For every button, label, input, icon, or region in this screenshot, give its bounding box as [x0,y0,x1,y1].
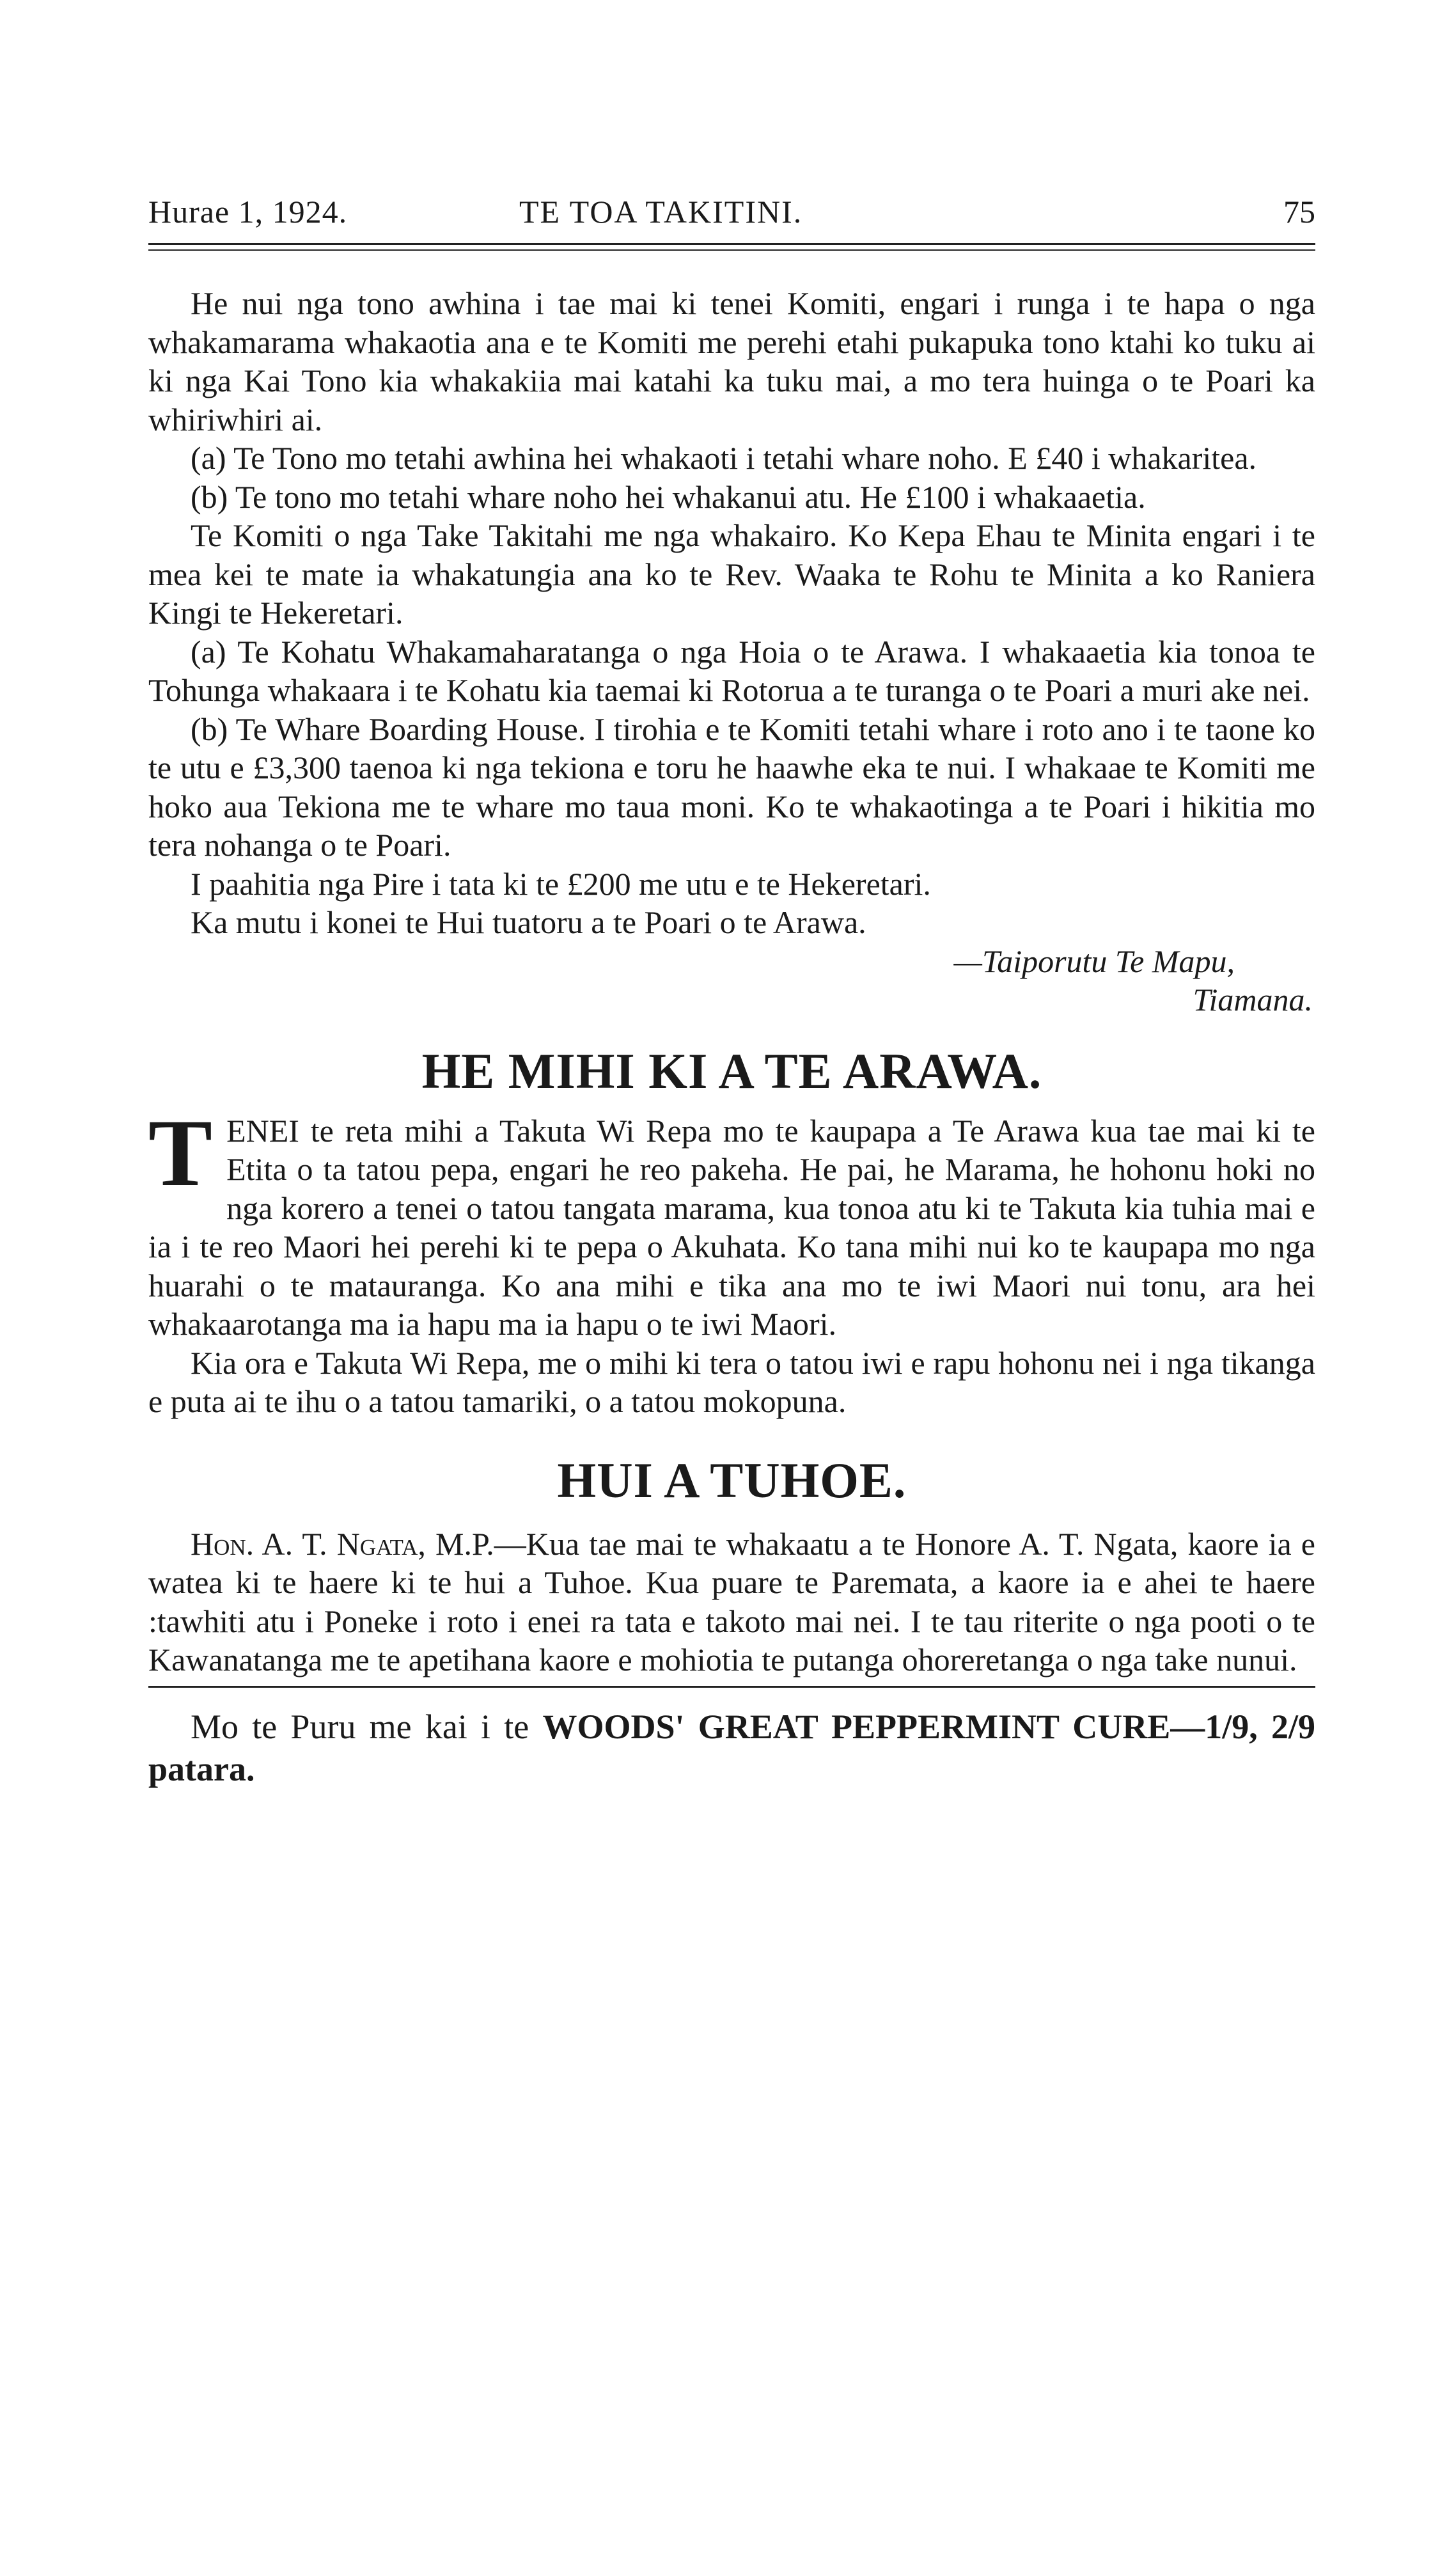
committee-report [148,284,1315,942]
running-head [148,192,1315,232]
paragraph: (b) Te tono mo tetahi whare noho hei whakanui atu. He £100 i whakaaetia. [191,478,1146,515]
advert-prefix: Mo te Puru me kai i te [191,1707,529,1746]
advertisement [148,1706,1315,1790]
paragraph: Kia ora e Takuta Wi Repa, me o mihi ki tera o tatou iwi e rapu hohonu nei i nga tikanga e puta ai te ihu o a tatou tamariki, o a tatou mokopuna. [148,1344,1315,1419]
signature-title: Tiamana. [1193,982,1313,1018]
paragraph: He nui nga tono awhina i tae mai ki tenei Komiti, engari i runga i te hapa o nga whakamarama whakaotia ana e te Komiti me perehi etahi pukapuka tono ktahi ko tuku ai ki nga Kai Tono kia whakakiia mai katahi ka tuku mai, a mo tera huinga o te Poari ka whiriwhiri ai. [148,285,1315,437]
advert-text [148,1706,1315,1790]
header-rule-thick [148,243,1315,245]
advert-suffix: patara. [148,1749,255,1788]
signature [148,942,1315,1019]
footer-rule [148,1686,1315,1688]
tuhoe-article [148,1525,1315,1679]
section-heading-tuhoe: HUI A TUHOE. [557,1452,907,1508]
paragraph: (a) Te Tono mo tetahi awhina hei whakaoti i tetahi whare noho. E £40 i whakaritea. [191,440,1257,476]
signature-name: —Taiporutu Te Mapu, [953,943,1235,979]
paragraph: (a) Te Kohatu Whakamaharatanga o nga Hoia o te Arawa. I whakaaetia kia tonoa te Tohunga whakaara i te Kohatu kia taemai ki Rotorua a te turanga o te Poari a muri ake nei. [148,633,1315,708]
page-number: 75 [1283,194,1315,230]
lead-name: Hon. A. T. Ngata, M.P. [191,1525,494,1562]
header-rule-thin [148,249,1315,251]
paragraph: Te Komiti o nga Take Takitahi me nga whakairo. Ko Kepa Ehau te Minita engari i te mea kei te mate ia whakatungia ana ko te Rev. Waaka te Rohu te Minita a ko Raniera Kingi te Hekeretari. [148,517,1315,631]
section-heading-arawa: HE MIHI KI A TE ARAWA. [421,1042,1042,1099]
arawa-article [148,1099,1315,1421]
advert-product: WOODS' GREAT PEPPERMINT CURE [542,1707,1171,1746]
paragraph: ENEI te reta mihi a Takuta Wi Repa mo te kaupapa a Te Arawa kua tae mai ki te Etita o ta tatou pepa, engari he reo pakeha. He pai, he Marama, he hohonu hoki no nga korero a tenei o tatou tangata marama, kua tonoa atu ki te Takuta kia tuhia mai e ia i te reo Maori hei perehi ki te pepa o Akuhata. Ko tana mihi nui ko te kaupapa mo nga huarahi o te matauranga. Ko ana mihi e tika ana mo te iwi Maori nui tonu, ara hei whakaarotanga ma ia hapu ma ia hapu o te iwi Maori. [148,1112,1315,1342]
publication-title: TE TOA TAKITINI. [519,194,803,230]
page [148,192,1315,1790]
paragraph-text: —Kua tae mai te whakaatu a te Honore A. T. Ngata, kaore ia e watea ki te haere ki te hui a Tuhoe. Kua puare te Paremata, a kaore ia e ahei te haere :tawhiti atu i Poneke i roto i enei ra tata e takoto mai nei. I te tau riterite o nga pooti o te Kawanatanga me te apetihana kaore e mohiotia te putanga ohoreretanga o nga take nunui. [148,1525,1315,1678]
paragraph: I paahitia nga Pire i tata ki te £200 me utu e te Hekeretari. [191,865,931,902]
drop-cap: T [148,1099,213,1206]
advert-prices: —1/9, 2/9 [1170,1707,1316,1746]
issue-date: Hurae 1, 1924. [148,194,348,230]
paragraph: (b) Te Whare Boarding House. I tirohia e te Komiti tetahi whare i roto ano i te taone ko te utu e £3,300 taenoa ki nga tekiona e toru he haawhe eka te nui. I whakaae te Komiti me hoko aua Tekiona me te whare mo taua moni. Ko te whakaotinga a te Poari i hikitia mo tera nohanga o te Poari. [148,711,1315,863]
paragraph [148,1525,1315,1679]
paragraph: Ka mutu i konei te Hui tuatoru a te Poari o te Arawa. [191,904,866,940]
